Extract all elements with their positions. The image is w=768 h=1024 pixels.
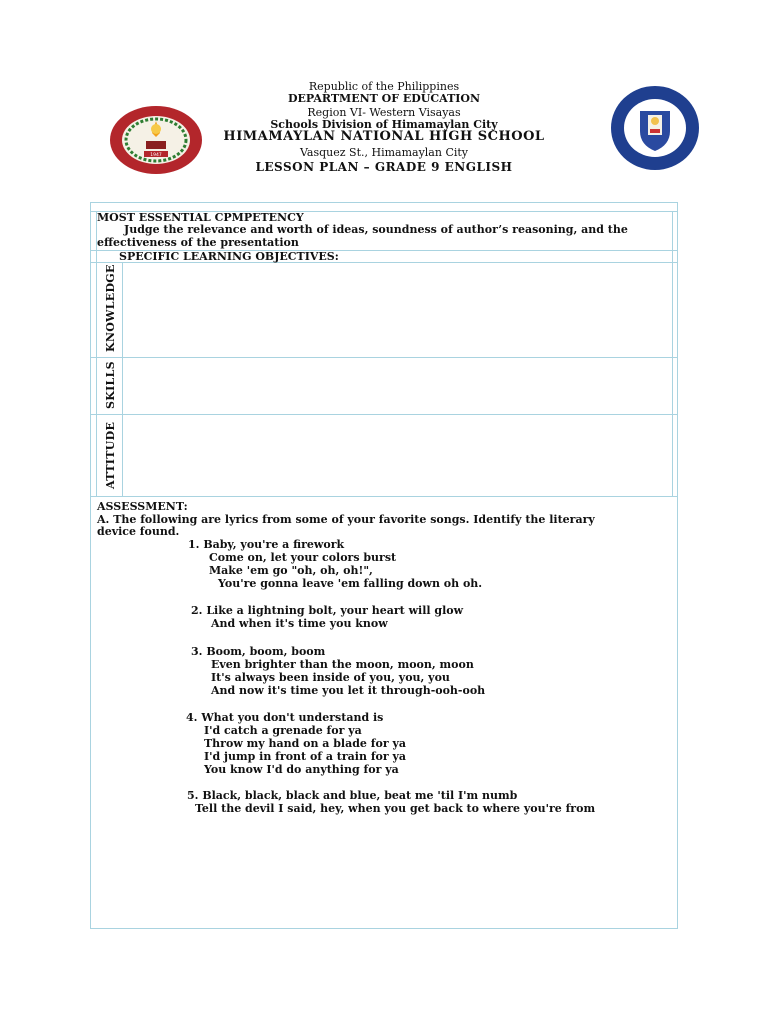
- school-seal-logo: [108, 105, 204, 175]
- lyric-line: Make 'em go "oh, oh, oh!",: [209, 564, 373, 577]
- table-divider: [90, 496, 678, 497]
- lyric-line: 4. What you don't understand is: [186, 711, 384, 724]
- assessment-heading: ASSESSMENT:: [97, 500, 188, 513]
- deped-seal-logo: [610, 85, 700, 171]
- lesson-plan-table: [90, 202, 678, 929]
- school-address: Vasquez St., Himamaylan City: [299, 146, 469, 159]
- region-line: Region VI- Western Visayas: [307, 106, 461, 119]
- row-label-attitude: ATTITUDE: [104, 421, 117, 489]
- assessment-instruction-line2: device found.: [97, 525, 180, 538]
- lyric-line: You know I'd do anything for ya: [204, 763, 399, 776]
- table-divider: [90, 357, 678, 358]
- republic-line: Republic of the Philippines: [308, 80, 460, 93]
- table-divider: [90, 414, 678, 415]
- lyric-line: 5. Black, black, black and blue, beat me 'til I'm numb: [187, 789, 518, 802]
- row-label-skills: SKILLS: [104, 361, 117, 409]
- lesson-plan-title: LESSON PLAN – GRADE 9 ENGLISH: [255, 160, 513, 174]
- competency-heading: MOST ESSENTIAL CPMPETENCY: [97, 211, 304, 224]
- department-line: DEPARTMENT OF EDUCATION: [287, 92, 481, 105]
- lyric-line: 2. Like a lightning bolt, your heart will glow: [191, 604, 464, 617]
- table-divider: [122, 262, 123, 496]
- lyric-line: And now it's time you let it through-ooh-ooh: [211, 684, 486, 697]
- competency-text-line1: Judge the relevance and worth of ideas, soundness of author’s reasoning, and the: [124, 223, 628, 236]
- logo-year: 1947: [150, 153, 162, 158]
- lyric-line: I'd jump in front of a train for ya: [204, 750, 407, 763]
- lyric-line: Throw my hand on a blade for ya: [204, 737, 406, 750]
- table-divider: [672, 211, 673, 496]
- row-label-knowledge: KNOWLEDGE: [104, 264, 117, 352]
- assessment-instruction-line1: A. The following are lyrics from some of your favorite songs. Identify the literary: [97, 513, 595, 526]
- competency-text-line2: effectiveness of the presentation: [97, 236, 299, 249]
- lyric-line: 3. Boom, boom, boom: [191, 645, 326, 658]
- lyric-line: It's always been inside of you, you, you: [211, 671, 450, 684]
- lyric-line: And when it's time you know: [211, 617, 388, 630]
- objectives-heading: SPECIFIC LEARNING OBJECTIVES:: [119, 250, 339, 263]
- table-divider: [96, 211, 97, 496]
- division-line: Schools Division of Himamaylan City: [270, 118, 498, 131]
- lyric-line: I'd catch a grenade for ya: [204, 724, 362, 737]
- lyric-line: Come on, let your colors burst: [209, 551, 397, 564]
- lyric-line: You're gonna leave 'em falling down oh oh.: [218, 577, 483, 590]
- lyric-line: 1. Baby, you're a firework: [188, 538, 345, 551]
- lyric-line: Even brighter than the moon, moon, moon: [211, 658, 474, 671]
- lyric-line: Tell the devil I said, hey, when you get back to where you're from: [195, 802, 596, 815]
- school-name: HIMAMAYLAN NATIONAL HIGH SCHOOL: [223, 129, 545, 144]
